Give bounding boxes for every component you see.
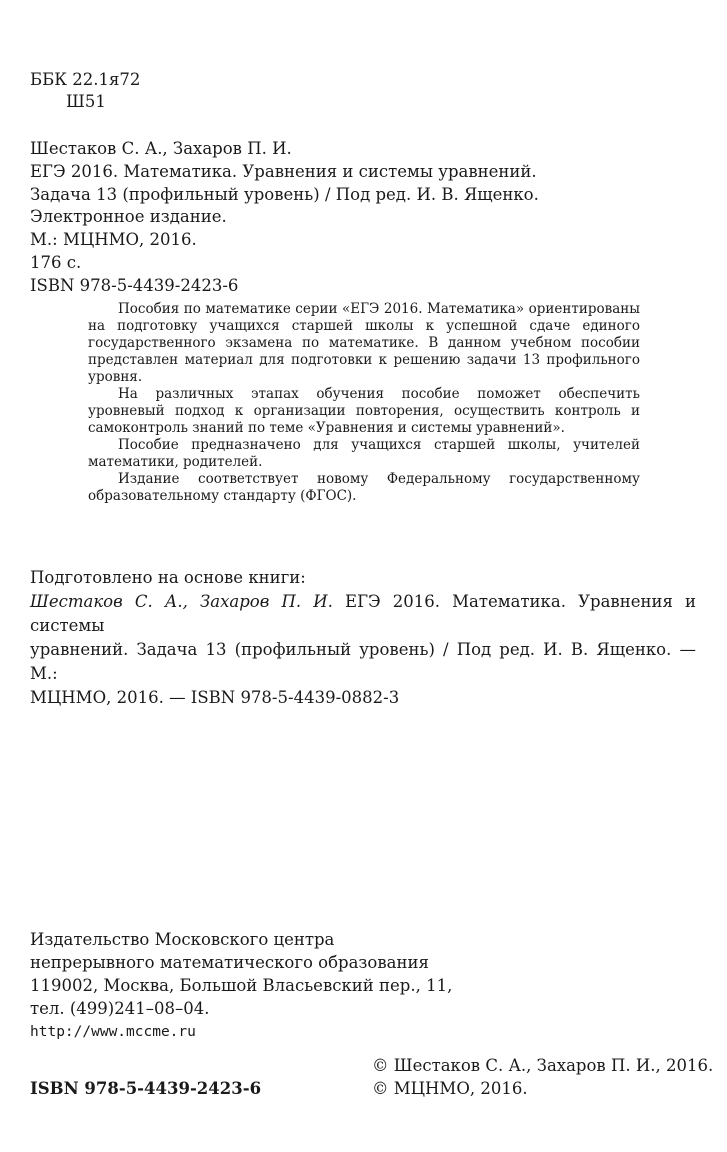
isbn: ISBN 978-5-4439-2423-6 [30,276,239,295]
publisher-name-1: Издательство Московского центра [30,930,335,949]
based-on-authors: Шестаков С. А., Захаров П. И. [30,592,333,611]
publisher-name-2: непрерывного математического образования [30,953,429,972]
abstract [88,301,640,505]
publisher-phone: тел. (499)241–08–04. [30,999,210,1018]
bbk-code: ББК 22.1я72 [30,70,141,89]
copyright-publisher: © МЦНМО, 2016. [372,1079,528,1098]
based-on-line-2: уравнений. Задача 13 (профильный уровень) / Под ред. И. В. Ященко. — М.: [30,640,696,683]
authors: Шестаков С. А., Захаров П. И. [30,139,292,158]
based-on-line-1 [30,590,696,638]
place-publisher-year: М.: МЦНМО, 2016. [30,230,197,249]
copyright-authors: © Шестаков С. А., Захаров П. И., 2016. [372,1056,714,1075]
title-line-2: Задача 13 (профильный уровень) / Под ред. И. В. Ященко. [30,185,539,204]
abstract-paragraph: Пособие предназначено для учащихся старшей школы, учителей математики, родителей. [88,437,640,470]
abstract-paragraph: Издание соответствует новому Федеральному государственному образовательному стандарту (ФГОС). [88,471,640,504]
publisher-address: 119002, Москва, Большой Власьевский пер., 11, [30,976,453,995]
edition: Электронное издание. [30,207,227,226]
abstract-paragraph: Пособия по математике серии «ЕГЭ 2016. Математика» ориентированы на подготовку учащихся старшей школы к успешной сдаче единого государственного экзамена по математике. В данном учебном пособии представлен материал для подготовки к решению задачи 13 профильного уровня. [88,301,640,385]
publisher-url[interactable]: http://www.mccme.ru [30,1024,196,1040]
based-on-title: ЕГЭ 2016. Математика. Уравнения и системы [30,592,697,635]
based-on-line-3: МЦНМО, 2016. — ISBN 978-5-4439-0882-3 [30,688,400,707]
abstract-paragraph: На различных этапах обучения пособие поможет обеспечить уровневый подход к организации повторения, осуществить контроль и самоконтроль знаний по теме «Уравнения и системы уравнений». [88,386,640,436]
title-line-1: ЕГЭ 2016. Математика. Уравнения и системы уравнений. [30,162,537,181]
based-on-block [30,566,696,710]
author-mark: Ш51 [66,92,106,111]
page-count: 176 с. [30,253,82,272]
footer-isbn: ISBN 978-5-4439-2423-6 [30,1079,262,1098]
based-on-heading: Подготовлено на основе книги: [30,568,306,587]
